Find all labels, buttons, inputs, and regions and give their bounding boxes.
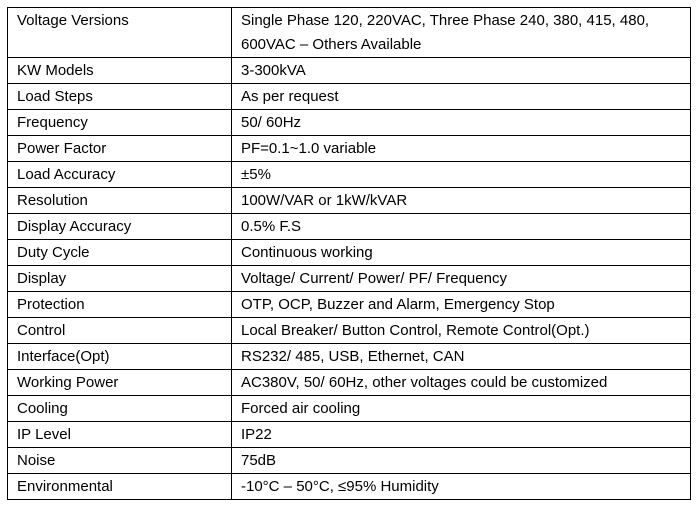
table-row bbox=[8, 448, 691, 474]
spec-value: ±5% bbox=[232, 162, 691, 188]
spec-label: Load Accuracy bbox=[8, 162, 232, 188]
spec-value: Local Breaker/ Button Control, Remote Control(Opt.) bbox=[232, 318, 691, 344]
table-row bbox=[8, 110, 691, 136]
spec-label: Protection bbox=[8, 292, 232, 318]
table-row bbox=[8, 84, 691, 110]
table-row bbox=[8, 422, 691, 448]
spec-value: 50/ 60Hz bbox=[232, 110, 691, 136]
table-row bbox=[8, 370, 691, 396]
table-row bbox=[8, 396, 691, 422]
spec-value: IP22 bbox=[232, 422, 691, 448]
spec-value: -10°C – 50°C, ≤95% Humidity bbox=[232, 474, 691, 500]
spec-value: Continuous working bbox=[232, 240, 691, 266]
table-row bbox=[8, 188, 691, 214]
spec-label: Load Steps bbox=[8, 84, 232, 110]
spec-value: 0.5% F.S bbox=[232, 214, 691, 240]
spec-value: 75dB bbox=[232, 448, 691, 474]
spec-label: Resolution bbox=[8, 188, 232, 214]
spec-label: Cooling bbox=[8, 396, 232, 422]
spec-label: IP Level bbox=[8, 422, 232, 448]
table-row bbox=[8, 474, 691, 500]
spec-value: Single Phase 120, 220VAC, Three Phase 240, 380, 415, 480, 600VAC – Others Available bbox=[232, 8, 691, 58]
table-row bbox=[8, 136, 691, 162]
spec-value: PF=0.1~1.0 variable bbox=[232, 136, 691, 162]
spec-label: Control bbox=[8, 318, 232, 344]
specifications-table bbox=[7, 7, 691, 500]
table-row bbox=[8, 266, 691, 292]
spec-label: KW Models bbox=[8, 58, 232, 84]
spec-value: OTP, OCP, Buzzer and Alarm, Emergency Stop bbox=[232, 292, 691, 318]
spec-label: Display Accuracy bbox=[8, 214, 232, 240]
spec-label: Noise bbox=[8, 448, 232, 474]
table-row bbox=[8, 292, 691, 318]
table-row bbox=[8, 8, 691, 58]
spec-label: Environmental bbox=[8, 474, 232, 500]
spec-label: Frequency bbox=[8, 110, 232, 136]
spec-value: AC380V, 50/ 60Hz, other voltages could be customized bbox=[232, 370, 691, 396]
spec-value: 3-300kVA bbox=[232, 58, 691, 84]
spec-label: Voltage Versions bbox=[8, 8, 232, 58]
table-row bbox=[8, 344, 691, 370]
spec-label: Interface(Opt) bbox=[8, 344, 232, 370]
table-row bbox=[8, 318, 691, 344]
spec-value: As per request bbox=[232, 84, 691, 110]
spec-label: Display bbox=[8, 266, 232, 292]
specifications-table-body bbox=[8, 8, 691, 500]
spec-value: Voltage/ Current/ Power/ PF/ Frequency bbox=[232, 266, 691, 292]
spec-value: 100W/VAR or 1kW/kVAR bbox=[232, 188, 691, 214]
table-row bbox=[8, 58, 691, 84]
table-row bbox=[8, 162, 691, 188]
spec-value: Forced air cooling bbox=[232, 396, 691, 422]
spec-label: Working Power bbox=[8, 370, 232, 396]
spec-label: Duty Cycle bbox=[8, 240, 232, 266]
table-row bbox=[8, 240, 691, 266]
table-row bbox=[8, 214, 691, 240]
spec-value: RS232/ 485, USB, Ethernet, CAN bbox=[232, 344, 691, 370]
spec-label: Power Factor bbox=[8, 136, 232, 162]
